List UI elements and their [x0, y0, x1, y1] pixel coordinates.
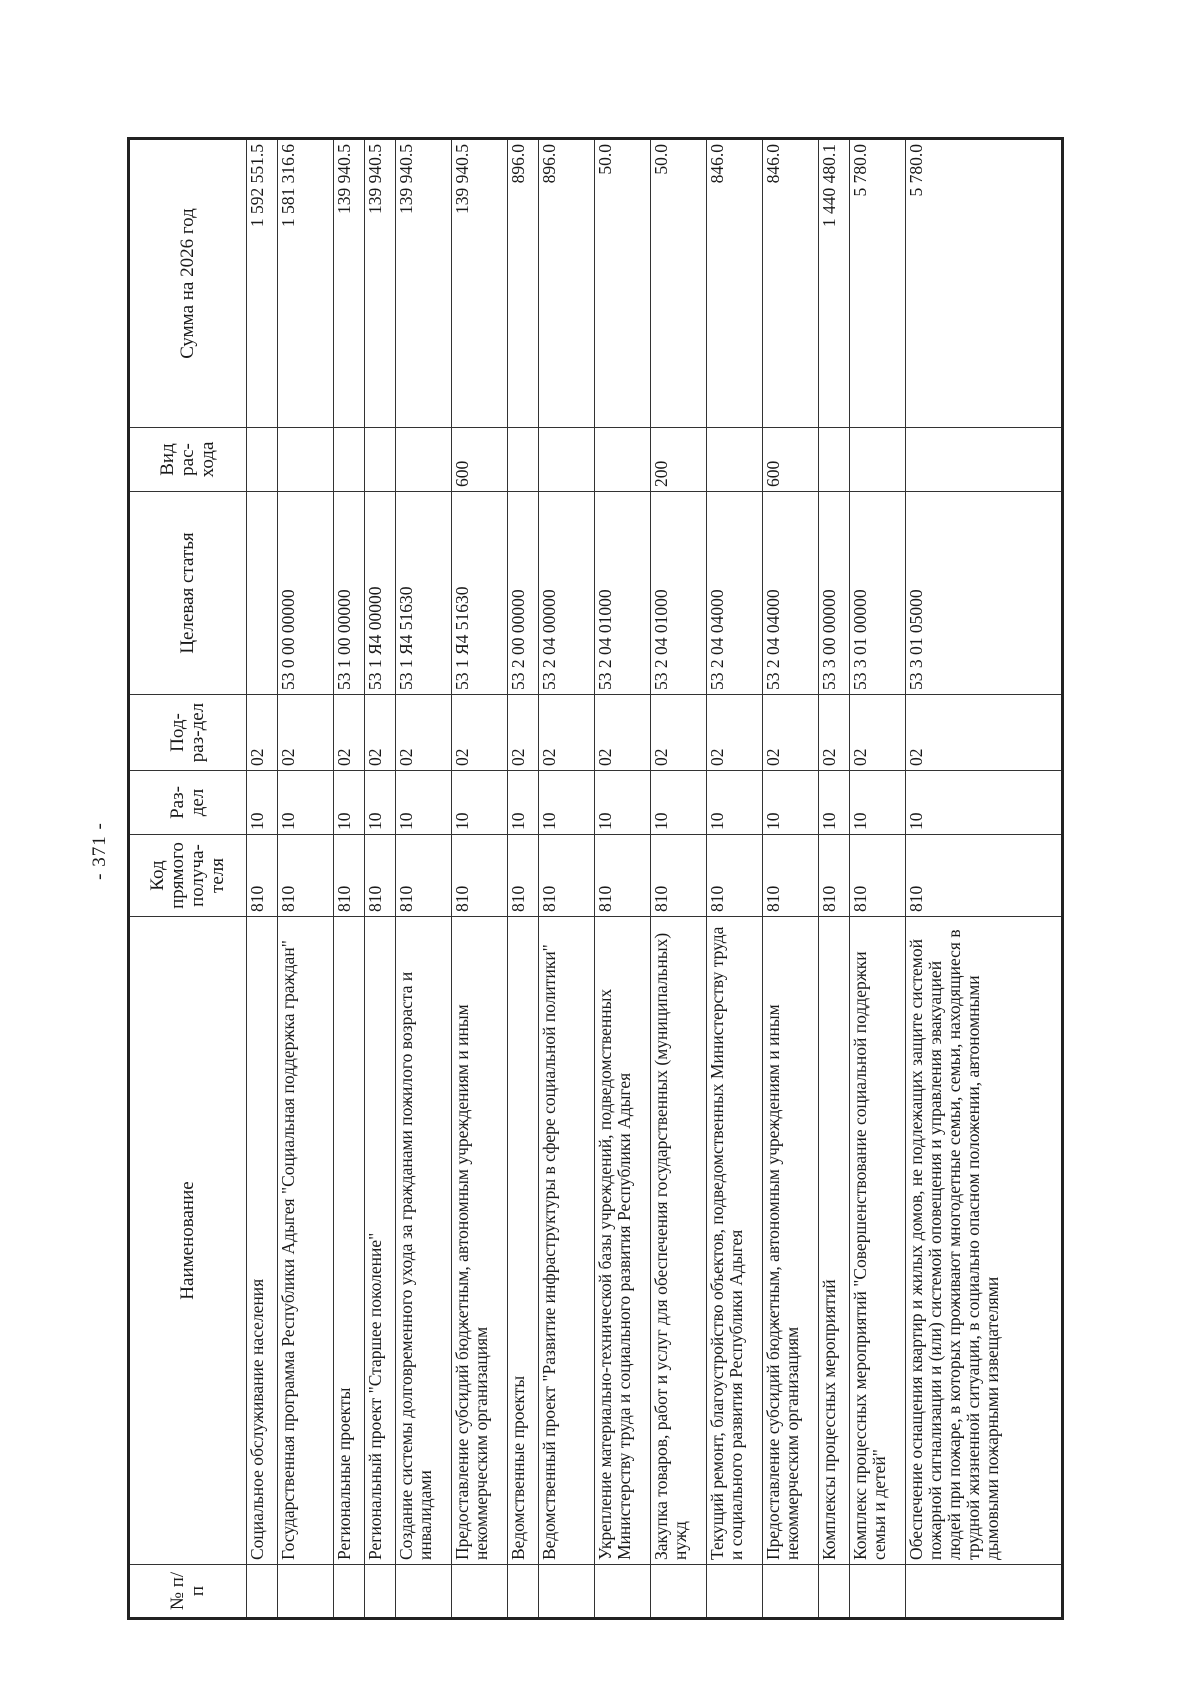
row-num — [651, 1565, 707, 1619]
row-summa: 139 940.5 — [452, 139, 508, 428]
row-num — [365, 1565, 396, 1619]
row-summa: 50.0 — [651, 139, 707, 428]
row-tselevaya: 53 2 04 01000 — [595, 492, 651, 695]
row-code: 810 — [539, 835, 595, 917]
table-row — [906, 139, 1063, 1619]
row-name: Предоставление субсидий бюджетным, автономным учреждениям и иным некоммерческим организациям — [763, 917, 819, 1565]
row-razdel: 10 — [651, 771, 707, 835]
row-summa: 5 780.0 — [906, 139, 1063, 428]
row-razdel: 10 — [906, 771, 1063, 835]
row-razdel: 10 — [452, 771, 508, 835]
row-tselevaya: 53 3 01 05000 — [906, 492, 1063, 695]
row-podrazdel: 02 — [539, 695, 595, 771]
row-tselevaya: 53 1 00 00000 — [334, 492, 365, 695]
budget-sheet — [127, 140, 1087, 1620]
row-vid: 600 — [452, 428, 508, 492]
row-name: Закупка товаров, работ и услуг для обеспечения государственных (муниципальных) нужд — [651, 917, 707, 1565]
table-header-row — [129, 139, 247, 1619]
row-num — [278, 1565, 334, 1619]
row-name: Государственная программа Республики Адыгея "Социальная поддержка граждан" — [278, 917, 334, 1565]
row-tselevaya: 53 2 04 00000 — [539, 492, 595, 695]
row-razdel: 10 — [763, 771, 819, 835]
row-podrazdel: 02 — [850, 695, 906, 771]
table-row — [452, 139, 508, 1619]
table-row — [247, 139, 278, 1619]
header-name: Наименование — [129, 917, 247, 1565]
header-razdel: Раз-дел — [129, 771, 247, 835]
row-code: 810 — [819, 835, 850, 917]
row-vid — [539, 428, 595, 492]
row-name: Текущий ремонт, благоустройство объектов, подведомственных Министерству труда и социального развития Республики Адыгея — [707, 917, 763, 1565]
row-tselevaya: 53 3 01 00000 — [850, 492, 906, 695]
table-row — [651, 139, 707, 1619]
table-row — [334, 139, 365, 1619]
row-code: 810 — [365, 835, 396, 917]
row-razdel: 10 — [707, 771, 763, 835]
row-tselevaya: 53 0 00 00000 — [278, 492, 334, 695]
row-num — [452, 1565, 508, 1619]
row-vid — [334, 428, 365, 492]
row-num — [906, 1565, 1063, 1619]
row-vid — [365, 428, 396, 492]
row-num — [819, 1565, 850, 1619]
row-podrazdel: 02 — [365, 695, 396, 771]
table-row — [707, 139, 763, 1619]
row-summa: 1 440 480.1 — [819, 139, 850, 428]
row-tselevaya: 53 2 00 00000 — [508, 492, 539, 695]
row-name: Региональные проекты — [334, 917, 365, 1565]
header-podrazdel: Под-раз-дел — [129, 695, 247, 771]
row-code: 810 — [278, 835, 334, 917]
row-razdel: 10 — [334, 771, 365, 835]
row-code: 810 — [452, 835, 508, 917]
row-razdel: 10 — [396, 771, 452, 835]
row-summa: 1 592 551.5 — [247, 139, 278, 428]
row-podrazdel: 02 — [508, 695, 539, 771]
row-num — [334, 1565, 365, 1619]
row-podrazdel: 02 — [707, 695, 763, 771]
row-num — [707, 1565, 763, 1619]
row-razdel: 10 — [539, 771, 595, 835]
row-summa: 5 780.0 — [850, 139, 906, 428]
header-tselevaya: Целевая статья — [129, 492, 247, 695]
header-num: № п/п — [129, 1565, 247, 1619]
row-vid — [396, 428, 452, 492]
header-summa: Сумма на 2026 год — [129, 139, 247, 428]
row-tselevaya — [247, 492, 278, 695]
row-podrazdel: 02 — [334, 695, 365, 771]
row-name: Ведомственный проект "Развитие инфраструктуры в сфере социальной политики" — [539, 917, 595, 1565]
row-vid — [595, 428, 651, 492]
table-row — [539, 139, 595, 1619]
row-podrazdel: 02 — [819, 695, 850, 771]
row-razdel: 10 — [508, 771, 539, 835]
header-code: Код прямого получа-теля — [129, 835, 247, 917]
row-name: Региональный проект "Старшее поколение" — [365, 917, 396, 1565]
row-summa: 139 940.5 — [365, 139, 396, 428]
row-code: 810 — [595, 835, 651, 917]
page-number: - 371 - — [89, 822, 110, 880]
row-summa: 896.0 — [539, 139, 595, 428]
row-vid — [850, 428, 906, 492]
row-code: 810 — [850, 835, 906, 917]
row-tselevaya: 53 2 04 01000 — [651, 492, 707, 695]
row-num — [763, 1565, 819, 1619]
row-num — [539, 1565, 595, 1619]
row-num — [508, 1565, 539, 1619]
row-summa: 846.0 — [763, 139, 819, 428]
row-num — [595, 1565, 651, 1619]
row-num — [247, 1565, 278, 1619]
table-row — [396, 139, 452, 1619]
row-name: Социальное обслуживание населения — [247, 917, 278, 1565]
table-row — [819, 139, 850, 1619]
row-podrazdel: 02 — [651, 695, 707, 771]
row-podrazdel: 02 — [247, 695, 278, 771]
row-summa: 139 940.5 — [334, 139, 365, 428]
row-summa: 896.0 — [508, 139, 539, 428]
table-row — [508, 139, 539, 1619]
row-code: 810 — [508, 835, 539, 917]
row-name: Комплекс процессных мероприятий "Совершенствование социальной поддержки семьи и детей" — [850, 917, 906, 1565]
row-vid — [707, 428, 763, 492]
row-vid — [819, 428, 850, 492]
row-vid — [278, 428, 334, 492]
table-row — [850, 139, 906, 1619]
row-razdel: 10 — [365, 771, 396, 835]
row-summa: 846.0 — [707, 139, 763, 428]
row-num — [850, 1565, 906, 1619]
row-podrazdel: 02 — [763, 695, 819, 771]
table-row — [763, 139, 819, 1619]
row-code: 810 — [763, 835, 819, 917]
budget-table — [127, 137, 1064, 1620]
row-tselevaya: 53 1 Я4 51630 — [452, 492, 508, 695]
row-name: Предоставление субсидий бюджетным, автономным учреждениям и иным некоммерческим организациям — [452, 917, 508, 1565]
row-name: Обеспечение оснащения квартир и жилых домов, не подлежащих защите системой пожарной сигнализации и (или) системой оповещения и управления эвакуацией людей при пожаре, в которых проживают многодетные семьи, семьи, находящиеся в трудной жизненной ситуации, в социально опасном положении, автономными дымовыми пожарными извещателями — [906, 917, 1063, 1565]
row-vid — [508, 428, 539, 492]
row-summa: 139 940.5 — [396, 139, 452, 428]
row-razdel: 10 — [247, 771, 278, 835]
row-tselevaya: 53 3 00 00000 — [819, 492, 850, 695]
row-podrazdel: 02 — [595, 695, 651, 771]
row-podrazdel: 02 — [452, 695, 508, 771]
table-row — [278, 139, 334, 1619]
row-tselevaya: 53 1 Я4 00000 — [365, 492, 396, 695]
row-vid: 600 — [763, 428, 819, 492]
row-podrazdel: 02 — [396, 695, 452, 771]
row-num — [396, 1565, 452, 1619]
row-podrazdel: 02 — [906, 695, 1063, 771]
row-name: Укрепление материально-технической базы учреждений, подведомственных Министерству труда и социального развития Республики Адыгея — [595, 917, 651, 1565]
row-summa: 1 581 316.6 — [278, 139, 334, 428]
row-vid: 200 — [651, 428, 707, 492]
row-tselevaya: 53 2 04 04000 — [763, 492, 819, 695]
row-code: 810 — [396, 835, 452, 917]
row-name: Создание системы долговременного ухода за гражданами пожилого возраста и инвалидами — [396, 917, 452, 1565]
row-vid — [906, 428, 1063, 492]
row-name: Ведомственные проекты — [508, 917, 539, 1565]
row-code: 810 — [334, 835, 365, 917]
row-name: Комплексы процессных мероприятий — [819, 917, 850, 1565]
row-summa: 50.0 — [595, 139, 651, 428]
row-vid — [247, 428, 278, 492]
row-razdel: 10 — [595, 771, 651, 835]
row-razdel: 10 — [819, 771, 850, 835]
row-code: 810 — [651, 835, 707, 917]
row-tselevaya: 53 2 04 04000 — [707, 492, 763, 695]
row-podrazdel: 02 — [278, 695, 334, 771]
row-code: 810 — [247, 835, 278, 917]
row-tselevaya: 53 1 Я4 51630 — [396, 492, 452, 695]
row-code: 810 — [707, 835, 763, 917]
row-razdel: 10 — [850, 771, 906, 835]
table-row — [595, 139, 651, 1619]
row-code: 810 — [906, 835, 1063, 917]
table-row — [365, 139, 396, 1619]
row-razdel: 10 — [278, 771, 334, 835]
header-vid: Вид рас-хода — [129, 428, 247, 492]
